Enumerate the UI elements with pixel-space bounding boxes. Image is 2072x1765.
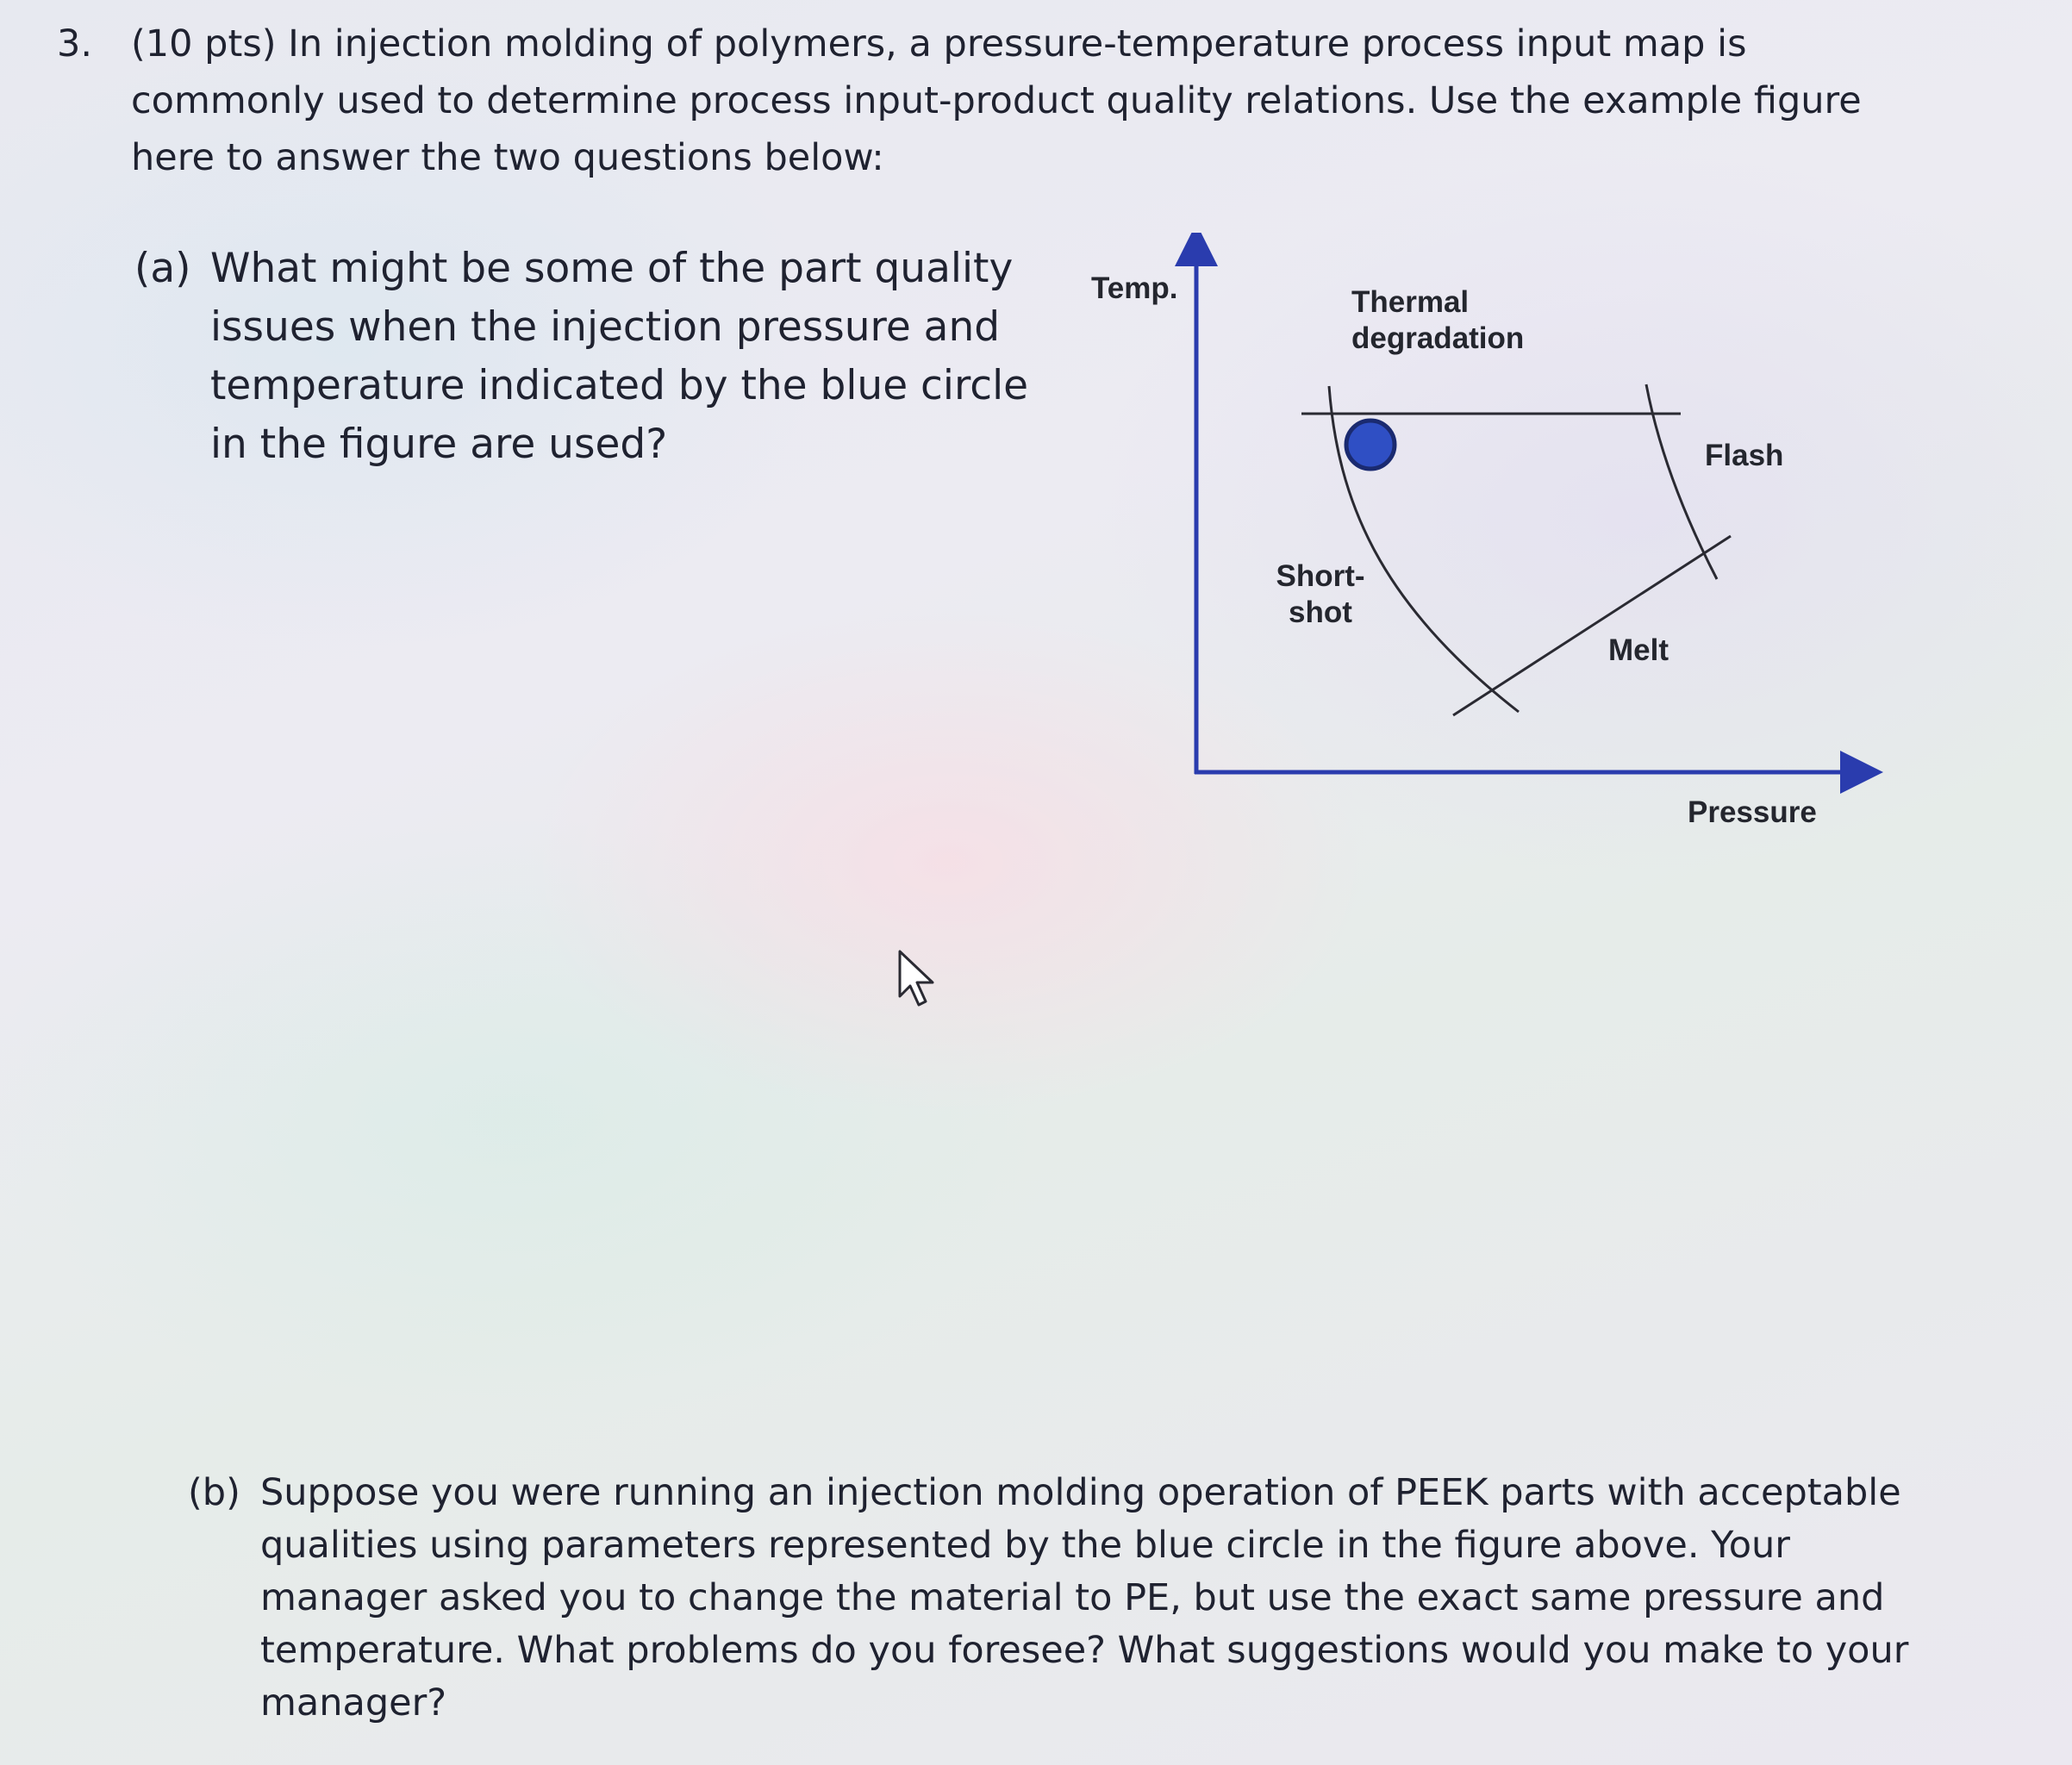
process-window-figure xyxy=(1069,233,1896,853)
part-a-label: (a) xyxy=(134,245,191,292)
part-b-text: Suppose you were running an injection molding operation of PEEK parts with acceptable qualities using parameters represented by the blue circle in the figure above. Your manager asked you to change the material to PE, but use the exact same pressure and temperature. What problems do you foresee? What suggestions would you make to your manager? xyxy=(260,1471,1909,1724)
thermal-degradation-label: Thermal degradation xyxy=(1351,285,1525,355)
mouse-pointer-icon xyxy=(896,948,948,1013)
part-b-label: (b) xyxy=(188,1471,240,1514)
part-b xyxy=(188,1467,1912,1730)
operating-point-circle xyxy=(1346,421,1395,469)
part-a xyxy=(134,240,1048,474)
short-shot-label: Short-shot xyxy=(1276,559,1365,629)
melt-label: Melt xyxy=(1608,633,1669,667)
flash-label: Flash xyxy=(1705,439,1784,472)
part-a-text: What might be some of the part quality issues when the injection pressure and temperature indicated by the blue circle in the figure are used? xyxy=(210,245,1029,468)
melt-line xyxy=(1453,536,1731,715)
x-axis-label: Pressure xyxy=(1688,795,1817,829)
question-number: 3. xyxy=(57,22,93,65)
y-axis-label: Temp. xyxy=(1091,271,1178,305)
question-stem: (10 pts) In injection molding of polymers, a pressure-temperature process input map is commonly used to determine process input-product quality relations. Use the example figure here to answer the two questions below: xyxy=(131,22,1862,179)
